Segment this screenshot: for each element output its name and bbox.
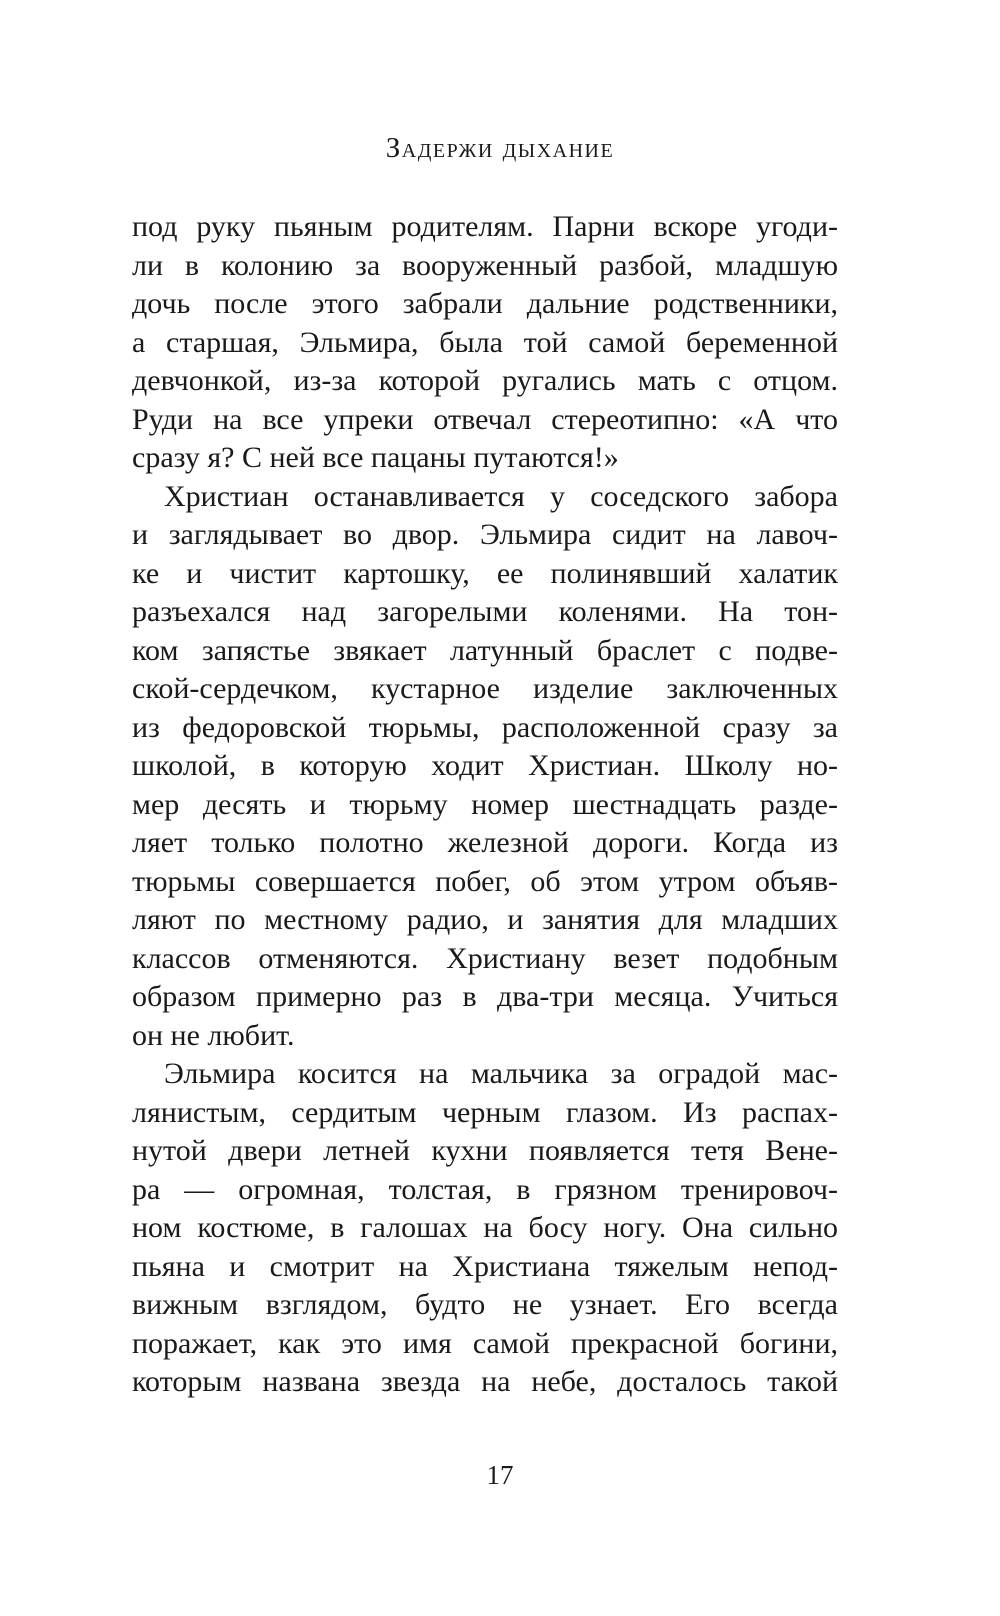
text-line: пьяна и смотрит на Христиана тяжелым непод-: [132, 1249, 838, 1283]
body-text: [132, 208, 838, 1402]
running-head: Задержи дыхание: [385, 132, 615, 164]
text-line: мер десять и тюрьму номер шестнадцать разде-: [132, 787, 838, 821]
text-line: тюрьмы совершается побег, об этом утром объяв-: [132, 864, 838, 898]
text-line: ком запястье звякает латунный браслет с подве-: [132, 633, 838, 667]
page-number: 17: [486, 1460, 514, 1490]
text-line: ра — огромная, толстая, в грязном тренировоч-: [132, 1172, 838, 1206]
text-line: дочь после этого забрали дальние родственники,: [132, 287, 838, 320]
text-line: сразу я? С ней все пацаны путаются!»: [132, 441, 619, 474]
text-line: а старшая, Эльмира, была той самой беременной: [132, 325, 838, 359]
text-line: ской-сердечком, кустарное изделие заключенных: [132, 672, 838, 705]
text-line: ном костюме, в галошах на босу ногу. Она сильно: [132, 1211, 838, 1244]
text-line: школой, в которую ходит Христиан. Школу но-: [132, 749, 838, 782]
text-line: ляют по местному радио, и занятия для младших: [132, 903, 838, 936]
text-line: из федоровской тюрьмы, расположенной сразу за: [132, 710, 838, 744]
text-line: поражает, как это имя самой прекрасной богини,: [132, 1326, 838, 1360]
text-line: образом примерно раз в два-три месяца. Учиться: [132, 980, 838, 1013]
text-line: под руку пьяным родителям. Парни вскоре угоди-: [132, 210, 838, 243]
text-line: Эльмира косится на мальчика за оградой мас-: [164, 1057, 838, 1090]
text-line: Руди на все упреки отвечал стереотипно: «А что: [132, 402, 838, 436]
text-line: которым названа звезда на небе, досталось такой: [132, 1365, 838, 1398]
text-line: девчонкой, из-за которой ругались мать с отцом.: [132, 364, 838, 397]
text-line: разъехался над загорелыми коленями. На тон-: [132, 595, 838, 628]
text-line: он не любит.: [132, 1018, 295, 1052]
text-line: ляет только полотно железной дороги. Когда из: [132, 826, 838, 859]
text-line: ляниcтым, сердитым черным глазом. Из распах-: [132, 1095, 838, 1129]
text-line: Христиан останавливается у соседского забора: [164, 479, 838, 513]
text-line: ли в колонию за вооруженный разбой, младшую: [132, 248, 838, 282]
text-line: нутой двери летней кухни появляется тетя Вене-: [132, 1134, 838, 1167]
text-line: ке и чистит картошку, ее полинявший халатик: [132, 556, 838, 590]
text-line: и заглядывает во двор. Эльмира сидит на лавоч-: [132, 518, 838, 551]
text-line: классов отменяются. Христиану везет подобным: [132, 941, 838, 975]
text-line: вижным взглядом, будто не узнает. Его всегда: [132, 1288, 838, 1321]
